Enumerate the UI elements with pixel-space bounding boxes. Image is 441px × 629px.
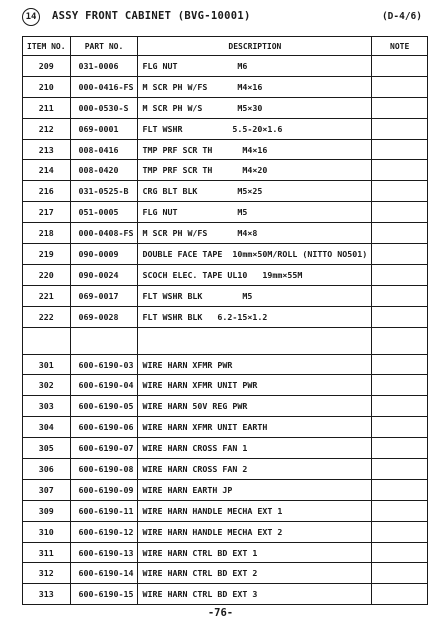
part-no-cell: 600-6190-09 [70,479,138,500]
item-no-cell: 211 [23,97,71,118]
description-cell: M SCR PH W/S M5×30 [138,97,372,118]
part-no-cell: 600-6190-13 [70,542,138,563]
column-header-part-no: PART NO. [70,37,138,56]
part-no-cell: 600-6190-11 [70,500,138,521]
page-title: ASSY FRONT CABINET (BVG-10001) [52,10,251,22]
item-no-cell: 221 [23,285,71,306]
table-row [23,542,428,563]
item-no-cell: 219 [23,244,71,265]
table-row [23,244,428,265]
note-cell [372,563,428,584]
blank-cell [372,327,428,354]
part-no-cell: 600-6190-06 [70,417,138,438]
table-row [23,417,428,438]
note-cell [372,264,428,285]
page-reference: (D-4/6) [381,11,422,22]
note-cell [372,306,428,327]
description-cell: WIRE HARN CTRL BD EXT 1 [138,542,372,563]
part-no-cell: 008-0416 [70,139,138,160]
part-no-cell: 600-6190-03 [70,354,138,375]
note-cell [372,160,428,181]
item-no-cell: 304 [23,417,71,438]
part-no-cell: 600-6190-14 [70,563,138,584]
part-no-cell: 069-0028 [70,306,138,327]
item-no-cell: 310 [23,521,71,542]
description-cell: DOUBLE FACE TAPE 10mm×50M/ROLL (NITTO NO501) [138,244,372,265]
item-no-cell: 312 [23,563,71,584]
description-cell: SCOCH ELEC. TAPE UL10 19mm×55M [138,264,372,285]
item-no-cell: 210 [23,76,71,97]
note-cell [372,375,428,396]
table-row [23,306,428,327]
table-row [23,438,428,459]
note-cell [372,521,428,542]
description-cell: WIRE HARN CROSS FAN 2 [138,459,372,480]
blank-cell [138,327,372,354]
description-cell: FLT WSHR BLK 6.2-15×1.2 [138,306,372,327]
part-no-cell: 008-0420 [70,160,138,181]
blank-row [23,327,428,354]
note-cell [372,500,428,521]
note-cell [372,56,428,77]
table-header-row [23,37,428,56]
description-cell: TMP PRF SCR TH M4×20 [138,160,372,181]
description-cell: WIRE HARN XFMR PWR [138,354,372,375]
item-no-cell: 213 [23,139,71,160]
item-no-cell: 212 [23,118,71,139]
note-cell [372,139,428,160]
column-header-description: DESCRIPTION [138,37,372,56]
table-row [23,223,428,244]
note-cell [372,223,428,244]
table-row [23,118,428,139]
description-cell: WIRE HARN HANDLE MECHA EXT 2 [138,521,372,542]
note-cell [372,584,428,605]
column-header-note: NOTE [372,37,428,56]
description-cell: M SCR PH W/FS M4×16 [138,76,372,97]
part-no-cell: 600-6190-04 [70,375,138,396]
description-cell: WIRE HARN CTRL BD EXT 2 [138,563,372,584]
item-no-cell: 302 [23,375,71,396]
table-row [23,76,428,97]
table-row [23,139,428,160]
item-no-cell: 217 [23,202,71,223]
item-no-cell: 311 [23,542,71,563]
table-body [23,56,428,605]
item-no-cell: 306 [23,459,71,480]
part-no-cell: 000-0530-S [70,97,138,118]
note-cell [372,181,428,202]
item-no-cell: 309 [23,500,71,521]
table-row [23,459,428,480]
description-cell: WIRE HARN CTRL BD EXT 3 [138,584,372,605]
note-cell [372,542,428,563]
table-row [23,521,428,542]
note-cell [372,459,428,480]
item-no-cell: 220 [23,264,71,285]
description-cell: WIRE HARN CROSS FAN 1 [138,438,372,459]
part-no-cell: 090-0009 [70,244,138,265]
description-cell: FLT WSHR 5.5-20×1.6 [138,118,372,139]
note-cell [372,97,428,118]
blank-cell [70,327,138,354]
table-row [23,181,428,202]
page-header [22,8,422,26]
note-cell [372,285,428,306]
table-row [23,563,428,584]
description-cell: WIRE HARN 50V REG PWR [138,396,372,417]
part-no-cell: 069-0017 [70,285,138,306]
column-header-item-no: ITEM NO. [23,37,71,56]
table-row [23,375,428,396]
item-no-cell: 303 [23,396,71,417]
item-no-cell: 216 [23,181,71,202]
page-number: -76- [207,607,234,619]
note-cell [372,202,428,223]
part-no-cell: 600-6190-07 [70,438,138,459]
part-no-cell: 090-0024 [70,264,138,285]
section-number-badge: 14 [22,8,40,26]
item-no-cell: 222 [23,306,71,327]
part-no-cell: 000-0416-FS [70,76,138,97]
part-no-cell: 600-6190-15 [70,584,138,605]
note-cell [372,438,428,459]
table-row [23,396,428,417]
description-cell: FLG NUT M6 [138,56,372,77]
table-row [23,479,428,500]
description-cell: WIRE HARN XFMR UNIT PWR [138,375,372,396]
table-row [23,354,428,375]
description-cell: FLG NUT M5 [138,202,372,223]
item-no-cell: 307 [23,479,71,500]
table-row [23,584,428,605]
item-no-cell: 301 [23,354,71,375]
description-cell: FLT WSHR BLK M5 [138,285,372,306]
part-no-cell: 600-6190-12 [70,521,138,542]
part-no-cell: 000-0408-FS [70,223,138,244]
table-row [23,56,428,77]
description-cell: M SCR PH W/FS M4×8 [138,223,372,244]
part-no-cell: 051-0005 [70,202,138,223]
description-cell: TMP PRF SCR TH M4×16 [138,139,372,160]
note-cell [372,396,428,417]
item-no-cell: 313 [23,584,71,605]
note-cell [372,76,428,97]
part-no-cell: 031-0525-B [70,181,138,202]
table-row [23,500,428,521]
part-no-cell: 600-6190-05 [70,396,138,417]
note-cell [372,118,428,139]
note-cell [372,354,428,375]
description-cell: WIRE HARN HANDLE MECHA EXT 1 [138,500,372,521]
description-cell: CRG BLT BLK M5×25 [138,181,372,202]
part-no-cell: 069-0001 [70,118,138,139]
table-row [23,285,428,306]
note-cell [372,417,428,438]
table-row [23,264,428,285]
item-no-cell: 214 [23,160,71,181]
parts-table [22,36,428,605]
table-row [23,202,428,223]
note-cell [372,244,428,265]
description-cell: WIRE HARN XFMR UNIT EARTH [138,417,372,438]
table-row [23,97,428,118]
item-no-cell: 218 [23,223,71,244]
table-row [23,160,428,181]
item-no-cell: 305 [23,438,71,459]
note-cell [372,479,428,500]
description-cell: WIRE HARN EARTH JP [138,479,372,500]
part-no-cell: 600-6190-08 [70,459,138,480]
blank-cell [23,327,71,354]
part-no-cell: 031-0006 [70,56,138,77]
item-no-cell: 209 [23,56,71,77]
